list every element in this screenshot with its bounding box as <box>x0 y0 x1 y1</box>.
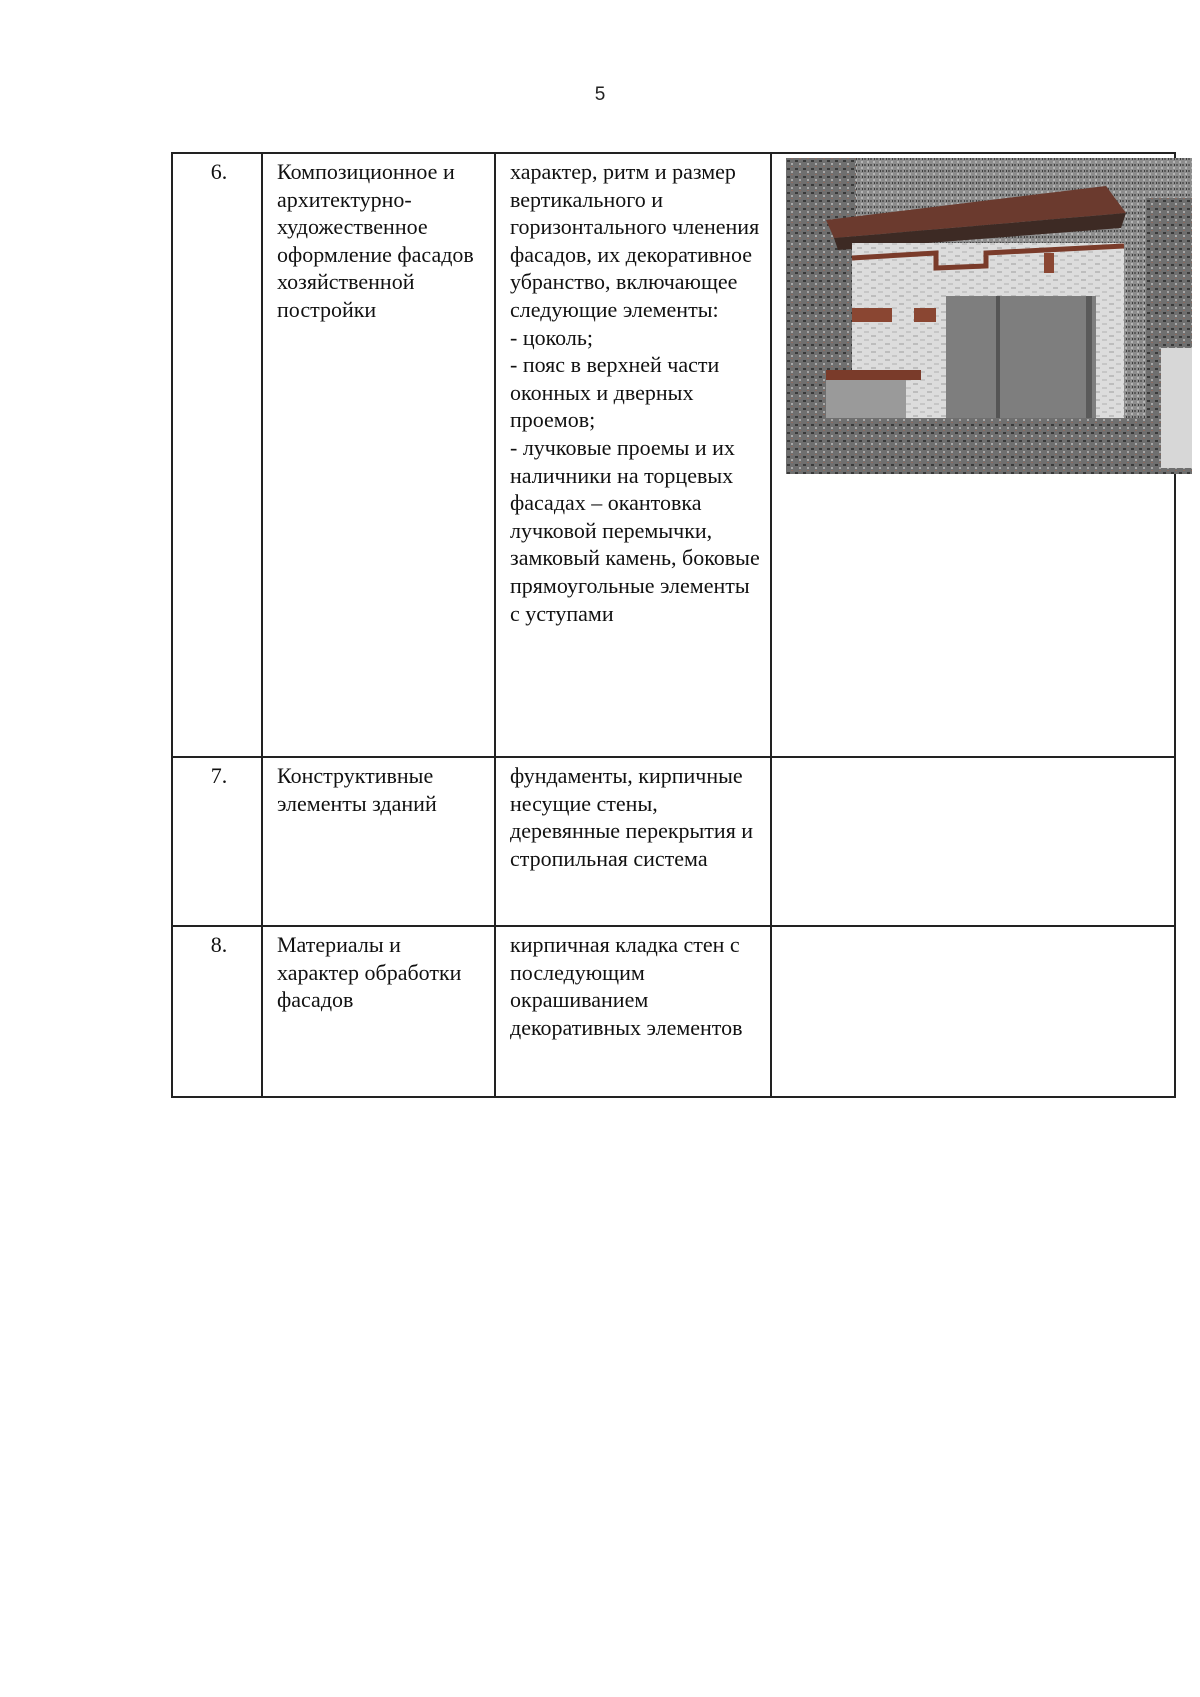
row-description: характер, ритм и размер вертикального и горизонтального членения фасадов, их декоративное убранство, включающее следующие элементы: - цоколь; - пояс в верхней части оконных и дверных проемов; - лучковые проемы и их наличники на торцевых фасадах – окантовка лучковой перемычки, замковый камень, боковые прямоугольные элементы с уступами <box>495 153 771 757</box>
empty-photo-cell <box>771 926 1175 1097</box>
table-row <box>172 757 1175 926</box>
attributes-table <box>171 152 1176 1098</box>
row-description: кирпичная кладка стен с последующим окрашиванием декоративных элементов <box>495 926 771 1097</box>
photo-cell <box>771 153 1175 757</box>
empty-photo-cell <box>771 757 1175 926</box>
table-row <box>172 153 1175 757</box>
row-number: 7. <box>172 757 262 926</box>
row-name: Композиционное и архитектурно-художественное оформление фасадов хозяйственной постройки <box>262 153 495 757</box>
building-photo <box>786 158 1192 474</box>
row-name: Конструктивные элементы зданий <box>262 757 495 926</box>
row-description: фундаменты, кирпичные несущие стены, деревянные перекрытия и стропильная система <box>495 757 771 926</box>
row-number: 8. <box>172 926 262 1097</box>
page-number: 5 <box>594 84 606 105</box>
row-name: Материалы и характер обработки фасадов <box>262 926 495 1097</box>
row-number: 6. <box>172 153 262 757</box>
table-row <box>172 926 1175 1097</box>
